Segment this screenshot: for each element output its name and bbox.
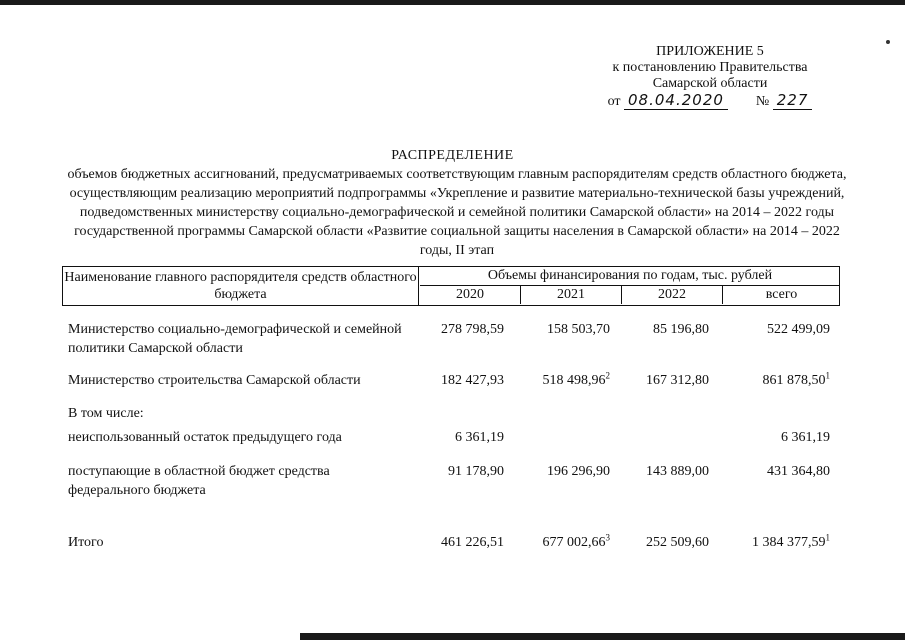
cell-2022: 143 889,00 [646, 464, 709, 479]
row-name: поступающие в областной бюджет средства федерального бюджета [68, 464, 330, 498]
handwritten-number: 227 [773, 91, 813, 110]
cell-total: 6 361,19 [781, 430, 830, 445]
header-year-2020: 2020 [420, 286, 521, 304]
header-name: Наименование главного распорядителя средств областного бюджета [63, 267, 419, 305]
cell-2020: 91 178,90 [448, 464, 504, 479]
cell-total: 522 499,09 [767, 322, 830, 337]
row-name: Итого [68, 535, 104, 550]
cell-2021: 677 002,66$^3$ [542, 532, 610, 550]
cell-2021: 196 296,90 [547, 464, 610, 479]
cell-total: 1 384 377,59$^1$ [752, 532, 830, 550]
handwritten-date: 08.04.2020 [624, 91, 728, 110]
header-volumes: Объемы финансирования по годам, тыс. рублей [420, 267, 840, 286]
document-subtitle: объемов бюджетных ассигнований, предусматриваемых соответствующим главным распорядителям средств областного бюджета, осуществляющим реализацию мероприятий подпрограммы «Укрепление и развитие материально-технической базы учреждений, подведомственных министерству социально-демографической и семейной политики Самарской области» на 2014 – 2022 годы государственной программы Самарской области «Развитие социальной защиты населения в Самарской области» на 2014 – 2022 годы, II этап [67, 167, 847, 258]
scan-bottom-edge [300, 633, 905, 640]
cell-total: 431 364,80 [767, 464, 830, 479]
appendix-title: ПРИЛОЖЕНИЕ 5 [656, 44, 764, 59]
table-header [62, 266, 840, 306]
cell-2020: 182 427,93 [441, 373, 504, 388]
appendix-decree: к постановлению Правительства [612, 60, 808, 75]
row-name: В том числе: [68, 406, 144, 421]
header-year-2022: 2022 [622, 286, 723, 304]
header-year-2021: 2021 [521, 286, 622, 304]
scan-top-edge [0, 0, 905, 5]
cell-2022: 85 196,80 [653, 322, 709, 337]
cell-2021: 158 503,70 [547, 322, 610, 337]
scan-speck [886, 40, 890, 44]
appendix-block [560, 44, 860, 110]
cell-2022: 167 312,80 [646, 373, 709, 388]
cell-2020: 278 798,59 [441, 322, 504, 337]
cell-2021: 518 498,96$^2$ [542, 370, 610, 388]
document-title: РАСПРЕДЕЛЕНИЕ [391, 148, 514, 163]
header-total: всего [765, 287, 798, 302]
appendix-date-line [608, 92, 813, 110]
cell-2020: 6 361,19 [455, 430, 504, 445]
cell-total: 861 878,50$^1$ [762, 370, 830, 388]
cell-2020: 461 226,51 [441, 535, 504, 550]
from-label: от [607, 94, 621, 109]
distribution-table [62, 266, 840, 550]
appendix-region: Самарской области [652, 76, 768, 91]
number-label: № [755, 94, 770, 109]
cell-2022: 252 509,60 [646, 535, 709, 550]
row-name: неиспользованный остаток предыдущего года [68, 430, 342, 445]
row-name: Министерство социально-демографической и семейной политики Самарской области [68, 322, 402, 356]
row-name: Министерство строительства Самарской области [68, 373, 361, 388]
